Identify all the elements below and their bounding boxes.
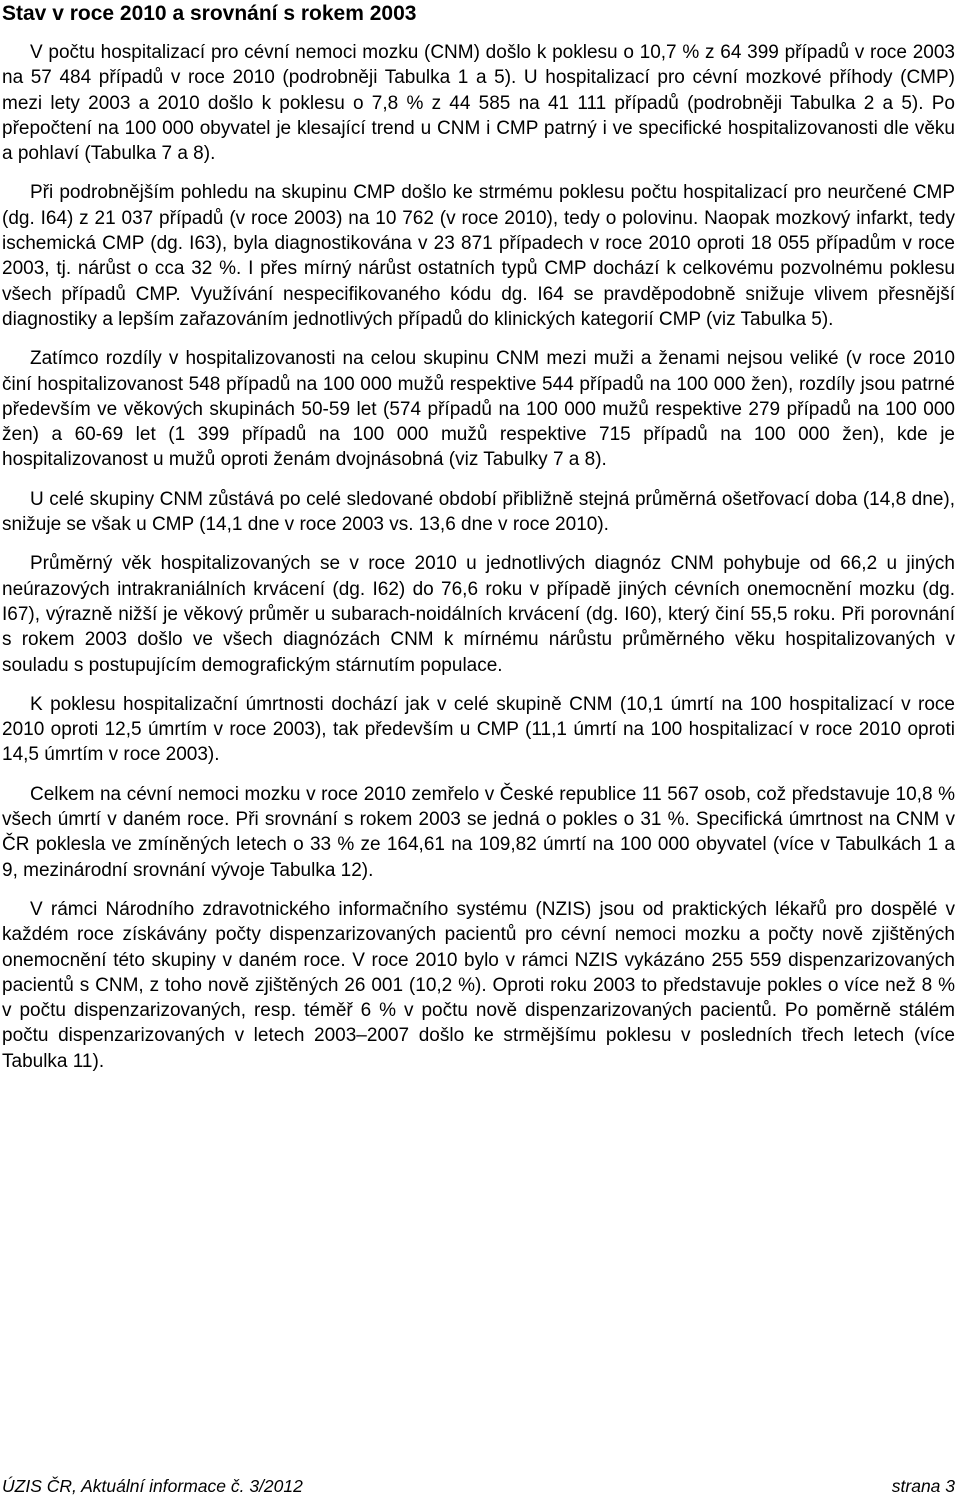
paragraph-cmp-detail: Při podrobnějším pohledu na skupinu CMP došlo ke strmému poklesu počtu hospitalizací pro neurčené CMP (dg. I64) z 21 037 případů (v roce 2003) na 10 762 (v roce 2010), tedy o polovinu. Naopak mozkový infarkt, tedy ischemická CMP (dg. I63), byla diagnostikována v 23 871 případech v roce 2010 oproti 18 055 případům v roce 2003, tj. nárůst o cca 32 %. I přes mírný nárůst ostatních typů CMP dochází k celkovému pozvolnému poklesu všech případů CMP. Využívání nespecifikovaného kódu dg. I64 se pravděpodobně snižuje vlivem přesnější diagnostiky a lepším zařazováním jednotlivých případů do klinických kategorií CMP (viz Tabulka 5). [2, 182, 955, 330]
paragraph-hospital-mortality: K poklesu hospitalizační úmrtnosti dochází jak v celé skupině CNM (10,1 úmrtí na 100 hospitalizací v roce 2010 oproti 12,5 úmrtím v roce 2003), tak především u CMP (11,1 úmrtí na 100 hospitalizací v roce 2010 oproti 14,5 úmrtím v roce 2003). [2, 693, 955, 766]
paragraph-nzis-dispensary: V rámci Národního zdravotnického informačního systému (NZIS) jsou od praktických lékařů pro dospělé v každém roce získávány počty dispenzarizovaných pacientů pro cévní nemoci mozku a počty nově zjištěných onemocnění této skupiny v daném roce. V roce 2010 bylo v rámci NZIS vykázáno 255 559 dispenzarizovaných pacientů s CNM, z toho nově zjištěných 26 001 (10,2 %). Oproti roku 2003 to představuje pokles o více než 8 % v počtu dispenzarizovaných, resp. téměř 6 % v počtu nově dispenzarizovaných pacientů. Po poměrně stálém počtu dispenzarizovaných v letech 2003–2007 došlo ke strmějšímu poklesu v posledních třech letech (více Tabulka 11). [2, 898, 955, 1072]
section-heading: Stav v roce 2010 a srovnání s rokem 2003 [2, 2, 417, 25]
paragraph-average-age: Průměrný věk hospitalizovaných se v roce 2010 u jednotlivých diagnóz CNM pohybuje od 66,2 u jiných neúrazových intrakraniálních krvácení (dg. I62) do 76,6 roku v případě jiných cévních onemocnění mozku (dg. I67), výrazně nižší je věkový průměr u subarach-noidálních krvácení (dg. I60), který činí 55,5 roku. Při porovnání s rokem 2003 došlo ve všech diagnózách CNM k mírnému nárůstu průměrného věku hospitalizovaných v souladu s postupujícím demografickým stárnutím populace. [2, 553, 955, 676]
footer-page-number: strana 3 [891, 1476, 955, 1496]
paragraph-treatment-duration: U celé skupiny CNM zůstává po celé sledované období přibližně stejná průměrná ošetřovací doba (14,8 dne), snižuje se však u CMP (14,1 dne v roce 2003 vs. 13,6 dne v roce 2010). [2, 488, 955, 536]
footer-publication: ÚZIS ČR, Aktuální informace č. 3/2012 [2, 1476, 303, 1496]
document-page [2, 0, 955, 1501]
body-text [2, 40, 955, 1088]
paragraph-gender-differences: Zatímco rozdíly v hospitalizovanosti na celou skupinu CNM mezi muži a ženami nejsou veliké (v roce 2010 činí hospitalizovanost 548 případů na 100 000 mužů respektive 544 případů na 100 000 žen), rozdíly jsou patrné především ve věkových skupinách 50-59 let (574 případů na 100 000 mužů respektive 279 případů na 100 000 žen) a 60-69 let (1 399 případů na 100 000 mužů respektive 715 případů na 100 000 žen), kde je hospitalizovanost u mužů oproti ženám dvojnásobná (viz Tabulky 7 a 8). [2, 348, 955, 471]
paragraph-hospitalization-trend: V počtu hospitalizací pro cévní nemoci mozku (CNM) došlo k poklesu o 10,7 % z 64 399 případů v roce 2003 na 57 484 případů v roce 2010 (podrobněji Tabulka 1 a 5). U hospitalizací pro cévní mozkové příhody (CMP) mezi lety 2003 a 2010 došlo k poklesu o 7,8 % z 44 585 na 41 111 případů (podrobněji Tabulka 2 a 5). Po přepočtení na 100 000 obyvatel je klesající trend u CNM i CMP patrný i ve specifické hospitalizovanosti dle věku a pohlaví (Tabulka 7 a 8). [2, 42, 955, 165]
paragraph-deaths-total: Celkem na cévní nemoci mozku v roce 2010 zemřelo v České republice 11 567 osob, což představuje 10,8 % všech úmrtí v daném roce. Při srovnání s rokem 2003 se jedná o pokles o 31 %. Specifická úmrtnost na CNM v ČR poklesla ve zmíněných letech o 33 % ze 164,61 na 109,82 úmrtí na 100 000 obyvatel (více v Tabulkách 1 a 9, mezinárodní srovnání vývoje Tabulka 12). [2, 783, 955, 881]
